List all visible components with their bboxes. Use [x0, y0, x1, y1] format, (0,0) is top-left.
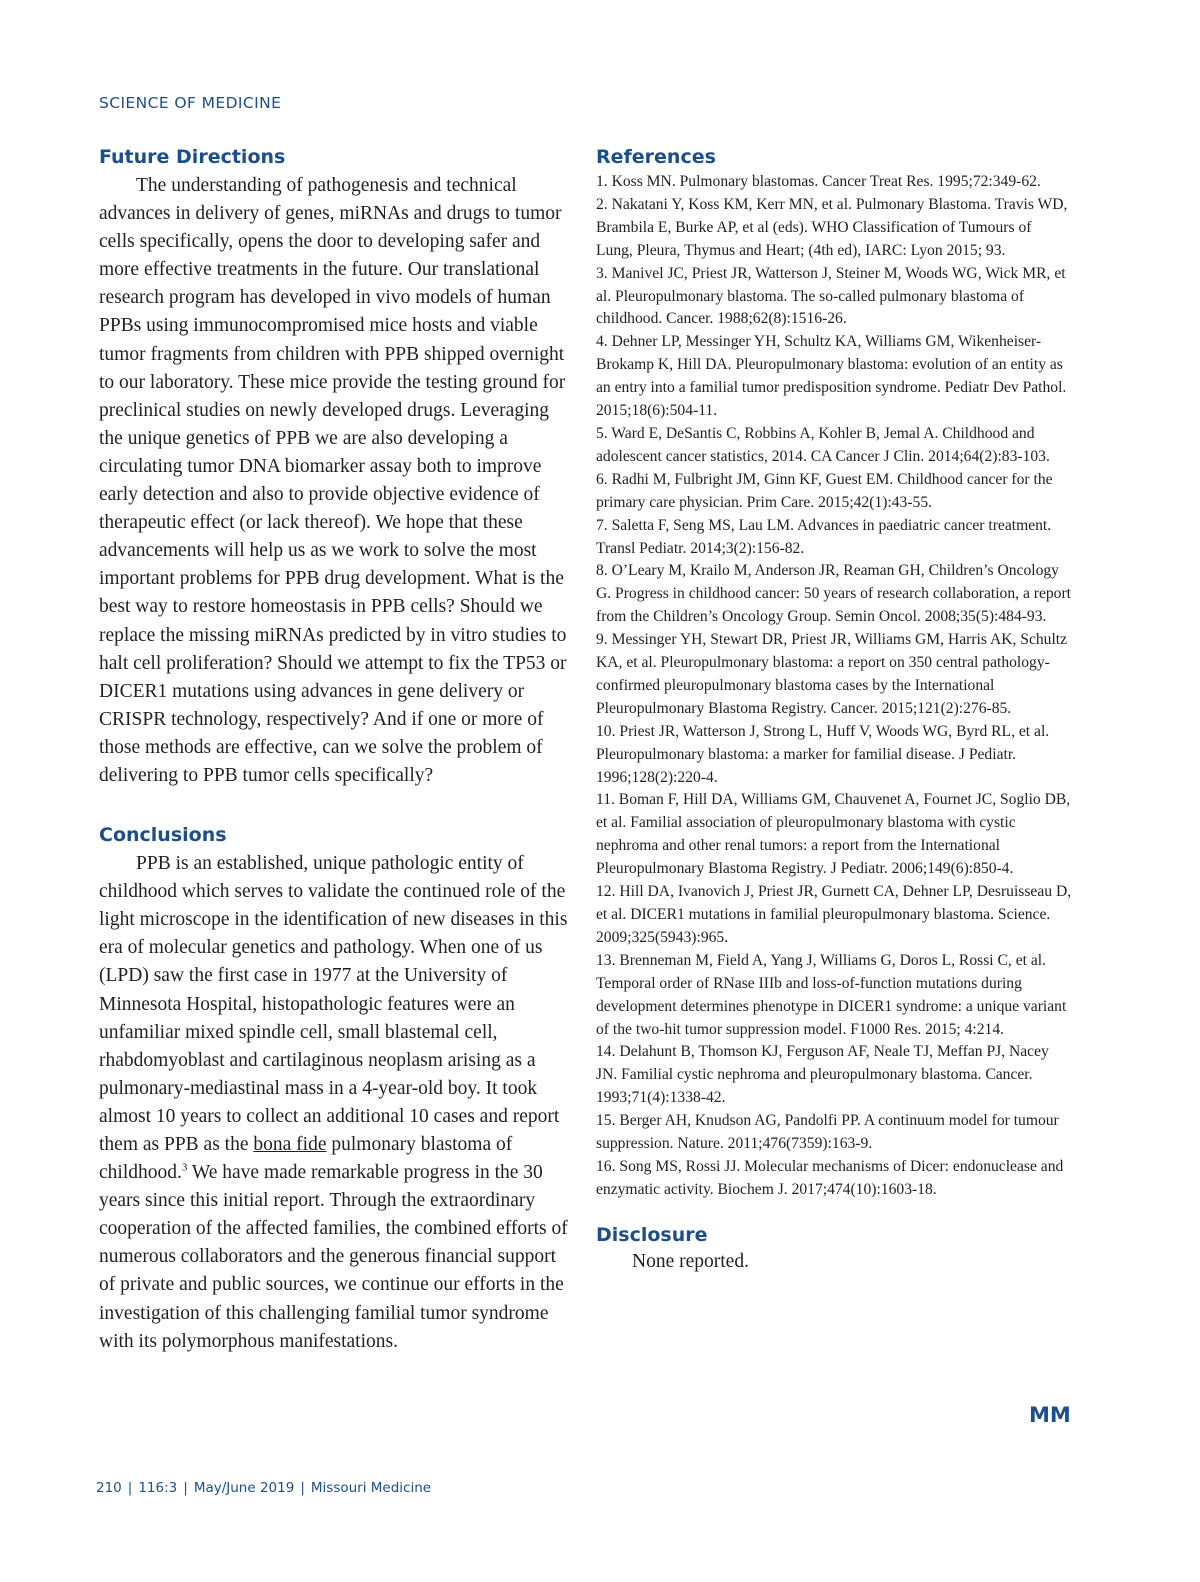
reference-item: 12. Hill DA, Ivanovich J, Priest JR, Gurnett CA, Dehner LP, Desruisseau D, et al. DICER1 mutations in familial pleuropulmonary blastoma. Science. 2009;325(5943):965. — [596, 883, 1072, 946]
reference-list — [596, 171, 1072, 1202]
footer-page-number: 210 — [96, 1480, 122, 1496]
reference-item: 10. Priest JR, Watterson J, Strong L, Huff V, Woods WG, Byrd RL, et al. Pleuropulmonary blastoma: a marker for familial disease. J Pediatr. 1996;128(2):220-4. — [596, 722, 1050, 786]
reference-item: 2. Nakatani Y, Koss KM, Kerr MN, et al. Pulmonary Blastoma. Travis WD, Brambila E, Burke AP, et al (eds). WHO Classification of Tumours of Lung, Pleura, Thymus and Heart; (4th ed), IARC: Lyon 2015; 93. — [596, 195, 1068, 259]
bona-fide-phrase: bona fide — [253, 1134, 327, 1155]
left-column — [99, 146, 572, 1356]
mm-logo: MM — [1029, 1403, 1071, 1427]
reference-item: 11. Boman F, Hill DA, Williams GM, Chauvenet A, Fournet JC, Soglio DB, et al. Familial association of pleuropulmonary blastoma with cystic nephroma and other renal tumors: a report from the International Pleuropulmonary Blastoma Registry. J Pediatr. 2006;149(6):850-4. — [596, 791, 1071, 878]
section-header: SCIENCE OF MEDICINE — [99, 94, 282, 112]
disclosure-text: None reported. — [632, 1250, 749, 1272]
reference-item: 1. Koss MN. Pulmonary blastomas. Cancer Treat Res. 1995;72:349-62. — [596, 173, 1041, 190]
reference-item: 8. O’Leary M, Krailo M, Anderson JR, Reaman GH, Children’s Oncology G. Progress in childhood cancer: 50 years of research collaboration, a report from the Children’s Oncology Group. Semin Oncol. 2008;35(5):484-93. — [596, 562, 1072, 626]
future-directions-paragraph: The understanding of pathogenesis and technical advances in delivery of genes, miRNAs and drugs to tumor cells specifically, opens the door to developing safer and more effective treatments in the future. Our translational research program has developed in vivo models of human PPBs using immunocompromised mice hosts and viable tumor fragments from children with PPB shipped overnight to our laboratory. These mice provide the testing ground for preclinical studies on newly developed drugs. Leveraging the unique genetics of PPB we are also developing a circulating tumor DNA biomarker assay both to improve early detection and also to provide objective evidence of therapeutic effect (or lack thereof). We hope that these advancements will help us as we work to solve the most important problems for PPB drug development. What is the best way to restore homeostasis in PPB cells? Should we replace the missing miRNAs predicted by in vitro studies to halt cell proliferation? Should we attempt to fix the TP53 or DICER1 mutations using advances in gene delivery or CRISPR technology, respectively? And if one or more of those methods are effective, can we solve the problem of delivering to PPB tumor cells specifically? — [99, 175, 567, 786]
conclusions-text-middle: pulmonary blastoma of childhood. — [99, 1134, 513, 1184]
reference-item: 9. Messinger YH, Stewart DR, Priest JR, Williams GM, Harris AK, Schultz KA, et al. Pleuropulmonary blastoma: a report on 350 central pathology-confirmed pleuropulmonary blastoma cases by the International Pleuropulmonary Blastoma Registry. Cancer. 2015;121(2):276-85. — [596, 631, 1068, 717]
reference-item: 7. Saletta F, Seng MS, Lau LM. Advances in paediatric cancer treatment. Transl Pediatr. 2014;3(2):156-82. — [596, 516, 1052, 557]
conclusions-heading: Conclusions — [99, 824, 227, 847]
conclusions-text-end: We have made remarkable progress in the 30 years since this initial report. Through the extraordinary cooperation of the affected families, the combined efforts of numerous collaborators and the generous financial support of private and public sources, we continue our efforts in the investigation of this challenging familial tumor syndrome with its polymorphous manifestations. — [99, 1162, 568, 1352]
right-column — [596, 146, 1072, 1275]
references-heading: References — [596, 146, 716, 168]
reference-item: 16. Song MS, Rossi JJ. Molecular mechanisms of Dicer: endonuclease and enzymatic activity. Biochem J. 2017;474(10):1603-18. — [596, 1157, 1064, 1198]
page-footer — [96, 1480, 431, 1496]
footer-issue: 116:3 — [138, 1480, 178, 1496]
conclusions-paragraph — [99, 850, 572, 1356]
reference-item: 3. Manivel JC, Priest JR, Watterson J, Steiner M, Woods WG, Wick MR, et al. Pleuropulmonary blastoma. The so-called pulmonary blastoma of childhood. Cancer. 1988;62(8):1516-26. — [596, 264, 1066, 328]
footer-separator: | — [300, 1480, 305, 1496]
reference-item: 14. Delahunt B, Thomson KJ, Ferguson AF, Neale TJ, Meffan PJ, Nacey JN. Familial cystic nephroma and pleuropulmonary blastoma. Cancer. 1993;71(4):1338-42. — [596, 1043, 1049, 1107]
reference-item: 4. Dehner LP, Messinger YH, Schultz KA, Williams GM, Wikenheiser-Brokamp K, Hill DA. Pleuropulmonary blastoma: evolution of an entity as an entry into a familial tumor predisposition syndrome. Pediatr Dev Pathol. 2015;18(6):504-11. — [596, 333, 1067, 420]
footer-separator: | — [127, 1480, 133, 1496]
reference-item: 6. Radhi M, Fulbright JM, Ginn KF, Guest EM. Childhood cancer for the primary care physician. Prim Care. 2015;42(1):43-55. — [596, 470, 1053, 511]
reference-item: 5. Ward E, DeSantis C, Robbins A, Kohler B, Jemal A. Childhood and adolescent cancer statistics, 2014. CA Cancer J Clin. 2014;64(2):83-103. — [596, 424, 1050, 465]
footer-date: May/June 2019 — [193, 1480, 295, 1496]
footer-journal: Missouri Medicine — [310, 1480, 432, 1496]
reference-item: 15. Berger AH, Knudson AG, Pandolfi PP. A continuum model for tumour suppression. Nature. 2011;476(7359):163-9. — [596, 1112, 1059, 1153]
footer-separator: | — [183, 1480, 188, 1496]
citation-marker: 3 — [181, 1161, 188, 1174]
reference-item: 13. Brenneman M, Field A, Yang J, Williams G, Doros L, Rossi C, et al. Temporal order of RNase IIIb and loss-of-function mutations during development determines phenotype in DICER1 syndrome: a unique variant of the two-hit tumor suppression model. F1000 Res. 2015; 4:214. — [596, 951, 1067, 1038]
conclusions-text-start: PPB is an established, unique pathologic entity of childhood which serves to validate the continued role of the light microscope in the identification of new diseases in this era of molecular genetics and pathology. When one of us (LPD) saw the first case in 1977 at the University of Minnesota Hospital, histopathologic features were an unfamiliar mixed spindle cell, small blastemal cell, rhabdomyoblast and cartilaginous neoplasm arising as a pulmonary-mediastinal mass in a 4-year-old boy. It took almost 10 years to collect an additional 10 cases and report them as PPB as the — [99, 853, 568, 1155]
disclosure-heading: Disclosure — [596, 1223, 708, 1246]
future-directions-heading: Future Directions — [99, 146, 286, 168]
